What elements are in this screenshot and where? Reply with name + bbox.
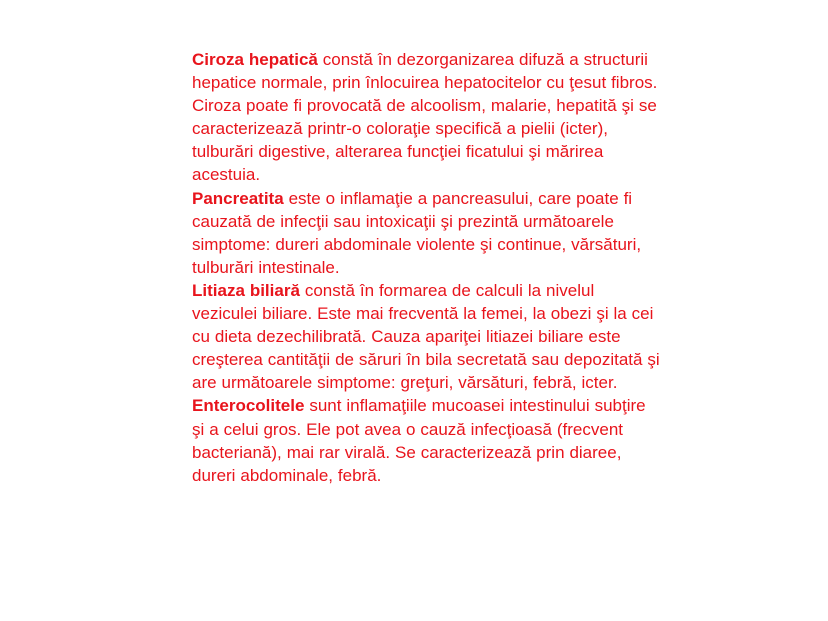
term-pancreatita: Pancreatita xyxy=(192,188,284,208)
term-ciroza-hepatica: Ciroza hepatică xyxy=(192,50,318,69)
paragraph-litiaza-biliara xyxy=(192,279,662,394)
term-enterocolitele: Enterocolitele xyxy=(192,396,305,416)
text-body xyxy=(192,48,662,487)
paragraph-pancreatita xyxy=(192,187,662,279)
description-enterocolitele: sunt inflamaţiile mucoasei intestinului subţire şi a celui gros. Ele pot avea o cauză infecţioasă (frecvent bacteriană), mai rar virală. Se caracterizează prin diaree, dureri abdominale, febră. xyxy=(192,396,646,485)
description-pancreatita: este o inflamaţie a pancreasului, care poate fi cauzată de infecţii sau intoxicaţii şi prezintă următoarele simptome: dureri abdominale violente şi continue, vărsături, tulburări intestinale. xyxy=(192,188,642,277)
term-litiaza-biliara: Litiaza biliară xyxy=(192,280,300,300)
paragraph-enterocolitele xyxy=(192,394,662,486)
description-ciroza-hepatica: constă în dezorganizarea difuză a structurii hepatice normale, prin înlocuirea hepatocitelor cu ţesut fibros. Ciroza poate fi provocată de alcoolism, malarie, hepatită şi se caracterizează printr-o coloraţie specifică a pielii (icter), tulburări digestive, alterarea funcţiei ficatului şi mărirea acestuia. xyxy=(192,50,658,185)
paragraph-ciroza-hepatica xyxy=(192,48,662,187)
description-litiaza-biliara: constă în formarea de calculi la nivelul veziculei biliare. Este mai frecventă la femei, la obezi şi la cei cu dieta dezechilibrată. Cauza apariţei litiazei biliare este creşterea cantităţii de săruri în bila secretată sau depozitată şi are următoarele simptome: greţuri, vărsături, febră, icter. xyxy=(192,280,660,393)
